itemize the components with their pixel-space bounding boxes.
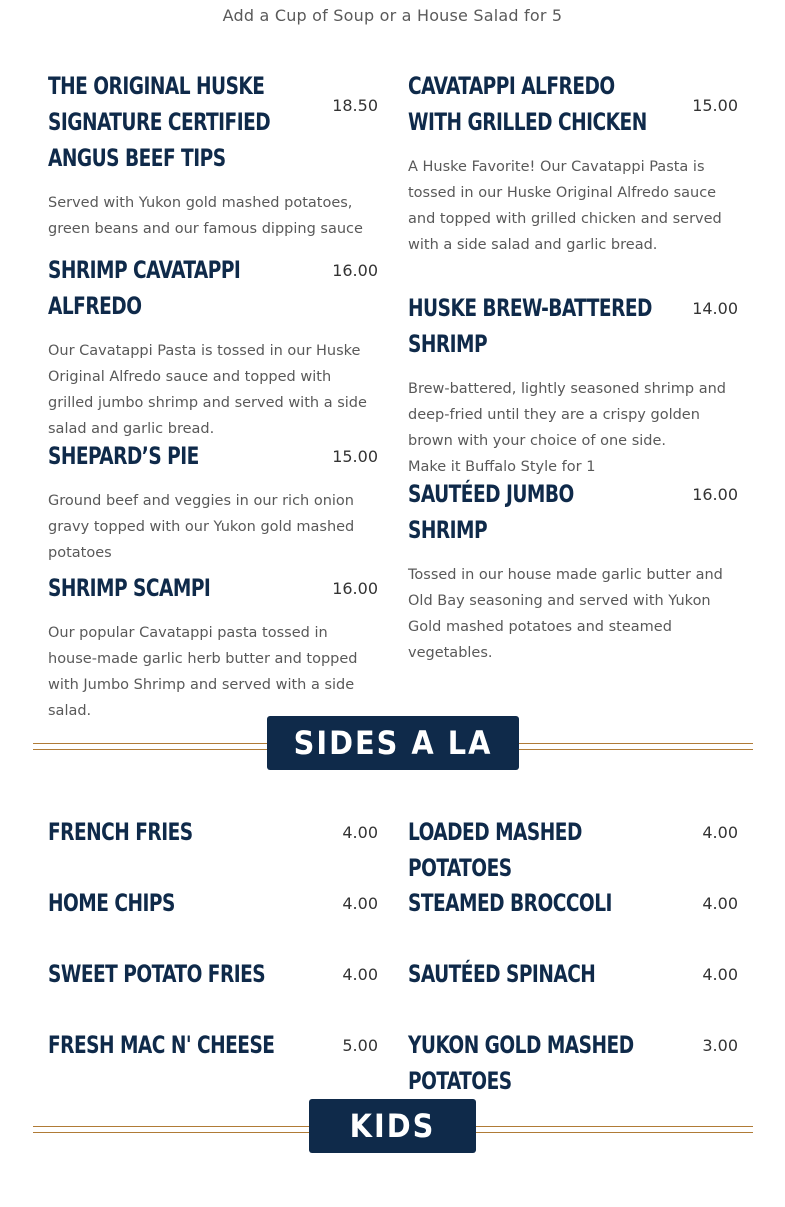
kids-section-banner: KIDS MENU — [309, 1099, 476, 1153]
sides-left-column — [48, 814, 378, 1098]
side-item-name: FRENCH FRIES — [48, 818, 193, 846]
sides-right-column — [408, 814, 738, 1098]
menu-item-name: SHRIMP SCAMPI — [48, 574, 211, 602]
side-item-price: 4.00 — [342, 965, 378, 984]
menu-item-price: 14.00 — [692, 299, 738, 318]
menu-item-name: SAUTÉED JUMBO SHRIMP — [408, 480, 574, 544]
side-item-price: 4.00 — [702, 894, 738, 913]
menu-item-note: Make it Buffalo Style for 1 — [408, 459, 596, 475]
menu-item-price: 15.00 — [692, 96, 738, 115]
side-item — [408, 956, 738, 1027]
menu-item-price: 16.00 — [332, 579, 378, 598]
menu-item-price: 16.00 — [332, 261, 378, 280]
menu-item-price: 18.50 — [332, 96, 378, 115]
soup-salad-note: Add a Cup of Soup or a House Salad for 5 — [222, 6, 563, 25]
side-item-name: STEAMED BROCCOLI — [408, 889, 612, 917]
side-item-name: SWEET POTATO FRIES — [48, 960, 266, 988]
menu-item-price: 15.00 — [332, 447, 378, 466]
side-item-name: YUKON GOLD MASHED POTATOES — [408, 1031, 634, 1095]
side-item-price: 4.00 — [342, 894, 378, 913]
side-item — [48, 885, 378, 956]
menu-item-desc: A Huske Favorite! Our Cavatappi Pasta is tossed in our Huske Original Alfredo sauce and topped with grilled chicken and served with a side salad and garlic bread. — [408, 159, 722, 253]
side-item — [48, 956, 378, 1027]
side-item-price: 4.00 — [702, 965, 738, 984]
menu-item-name: THE ORIGINAL HUSKE SIGNATURE CERTIFIED ANGUS BEEF TIPS — [48, 72, 271, 172]
menu-item-desc: Ground beef and veggies in our rich onion gravy topped with our Yukon gold mashed potatoes — [48, 493, 355, 561]
side-item — [408, 1027, 738, 1098]
side-item-price: 3.00 — [702, 1036, 738, 1055]
side-item — [48, 1027, 378, 1098]
side-item-price: 4.00 — [702, 823, 738, 842]
menu-item — [48, 570, 378, 724]
side-item-name: HOME CHIPS — [48, 889, 175, 917]
menu-item — [408, 68, 738, 290]
menu-item-desc: Brew-battered, lightly seasoned shrimp and deep-fried until they are a crispy golden brown with your choice of one side. — [408, 381, 726, 449]
menu-item-desc: Tossed in our house made garlic butter and Old Bay seasoning and served with Yukon Gold mashed potatoes and steamed vegetables. — [408, 567, 723, 661]
menu-item — [408, 476, 738, 666]
menu-item-desc: Served with Yukon gold mashed potatoes, green beans and our famous dipping sauce — [48, 195, 363, 237]
menu-item — [48, 438, 378, 570]
side-item-name: FRESH MAC N' CHEESE — [48, 1031, 275, 1059]
side-item — [408, 814, 738, 885]
side-item — [48, 814, 378, 885]
menu-item-name: HUSKE BREW-BATTERED SHRIMP — [408, 294, 652, 358]
side-item-name: SAUTÉED SPINACH — [408, 960, 596, 988]
sides-section-banner: SIDES A LA CARTE — [267, 716, 519, 770]
menu-item-desc: Our popular Cavatappi pasta tossed in house-made garlic herb butter and topped with Jumbo Shrimp and served with a side salad. — [48, 625, 358, 719]
entrees-left-column — [48, 68, 378, 724]
side-item-price: 5.00 — [342, 1036, 378, 1055]
side-item — [408, 885, 738, 956]
menu-item-name: SHRIMP CAVATAPPI ALFREDO — [48, 256, 241, 320]
side-item-name: LOADED MASHED POTATOES — [408, 818, 582, 882]
menu-item-name: SHEPARD’S PIE — [48, 442, 199, 470]
side-item-price: 4.00 — [342, 823, 378, 842]
menu-item-price: 16.00 — [692, 485, 738, 504]
menu-item — [408, 290, 738, 476]
menu-item — [48, 252, 378, 438]
entrees-right-column — [408, 68, 738, 666]
menu-item-desc: Our Cavatappi Pasta is tossed in our Huske Original Alfredo sauce and topped with grilled jumbo shrimp and served with a side salad and garlic bread. — [48, 343, 367, 437]
menu-item — [48, 68, 378, 252]
menu-item-name: CAVATAPPI ALFREDO WITH GRILLED CHICKEN — [408, 72, 647, 136]
